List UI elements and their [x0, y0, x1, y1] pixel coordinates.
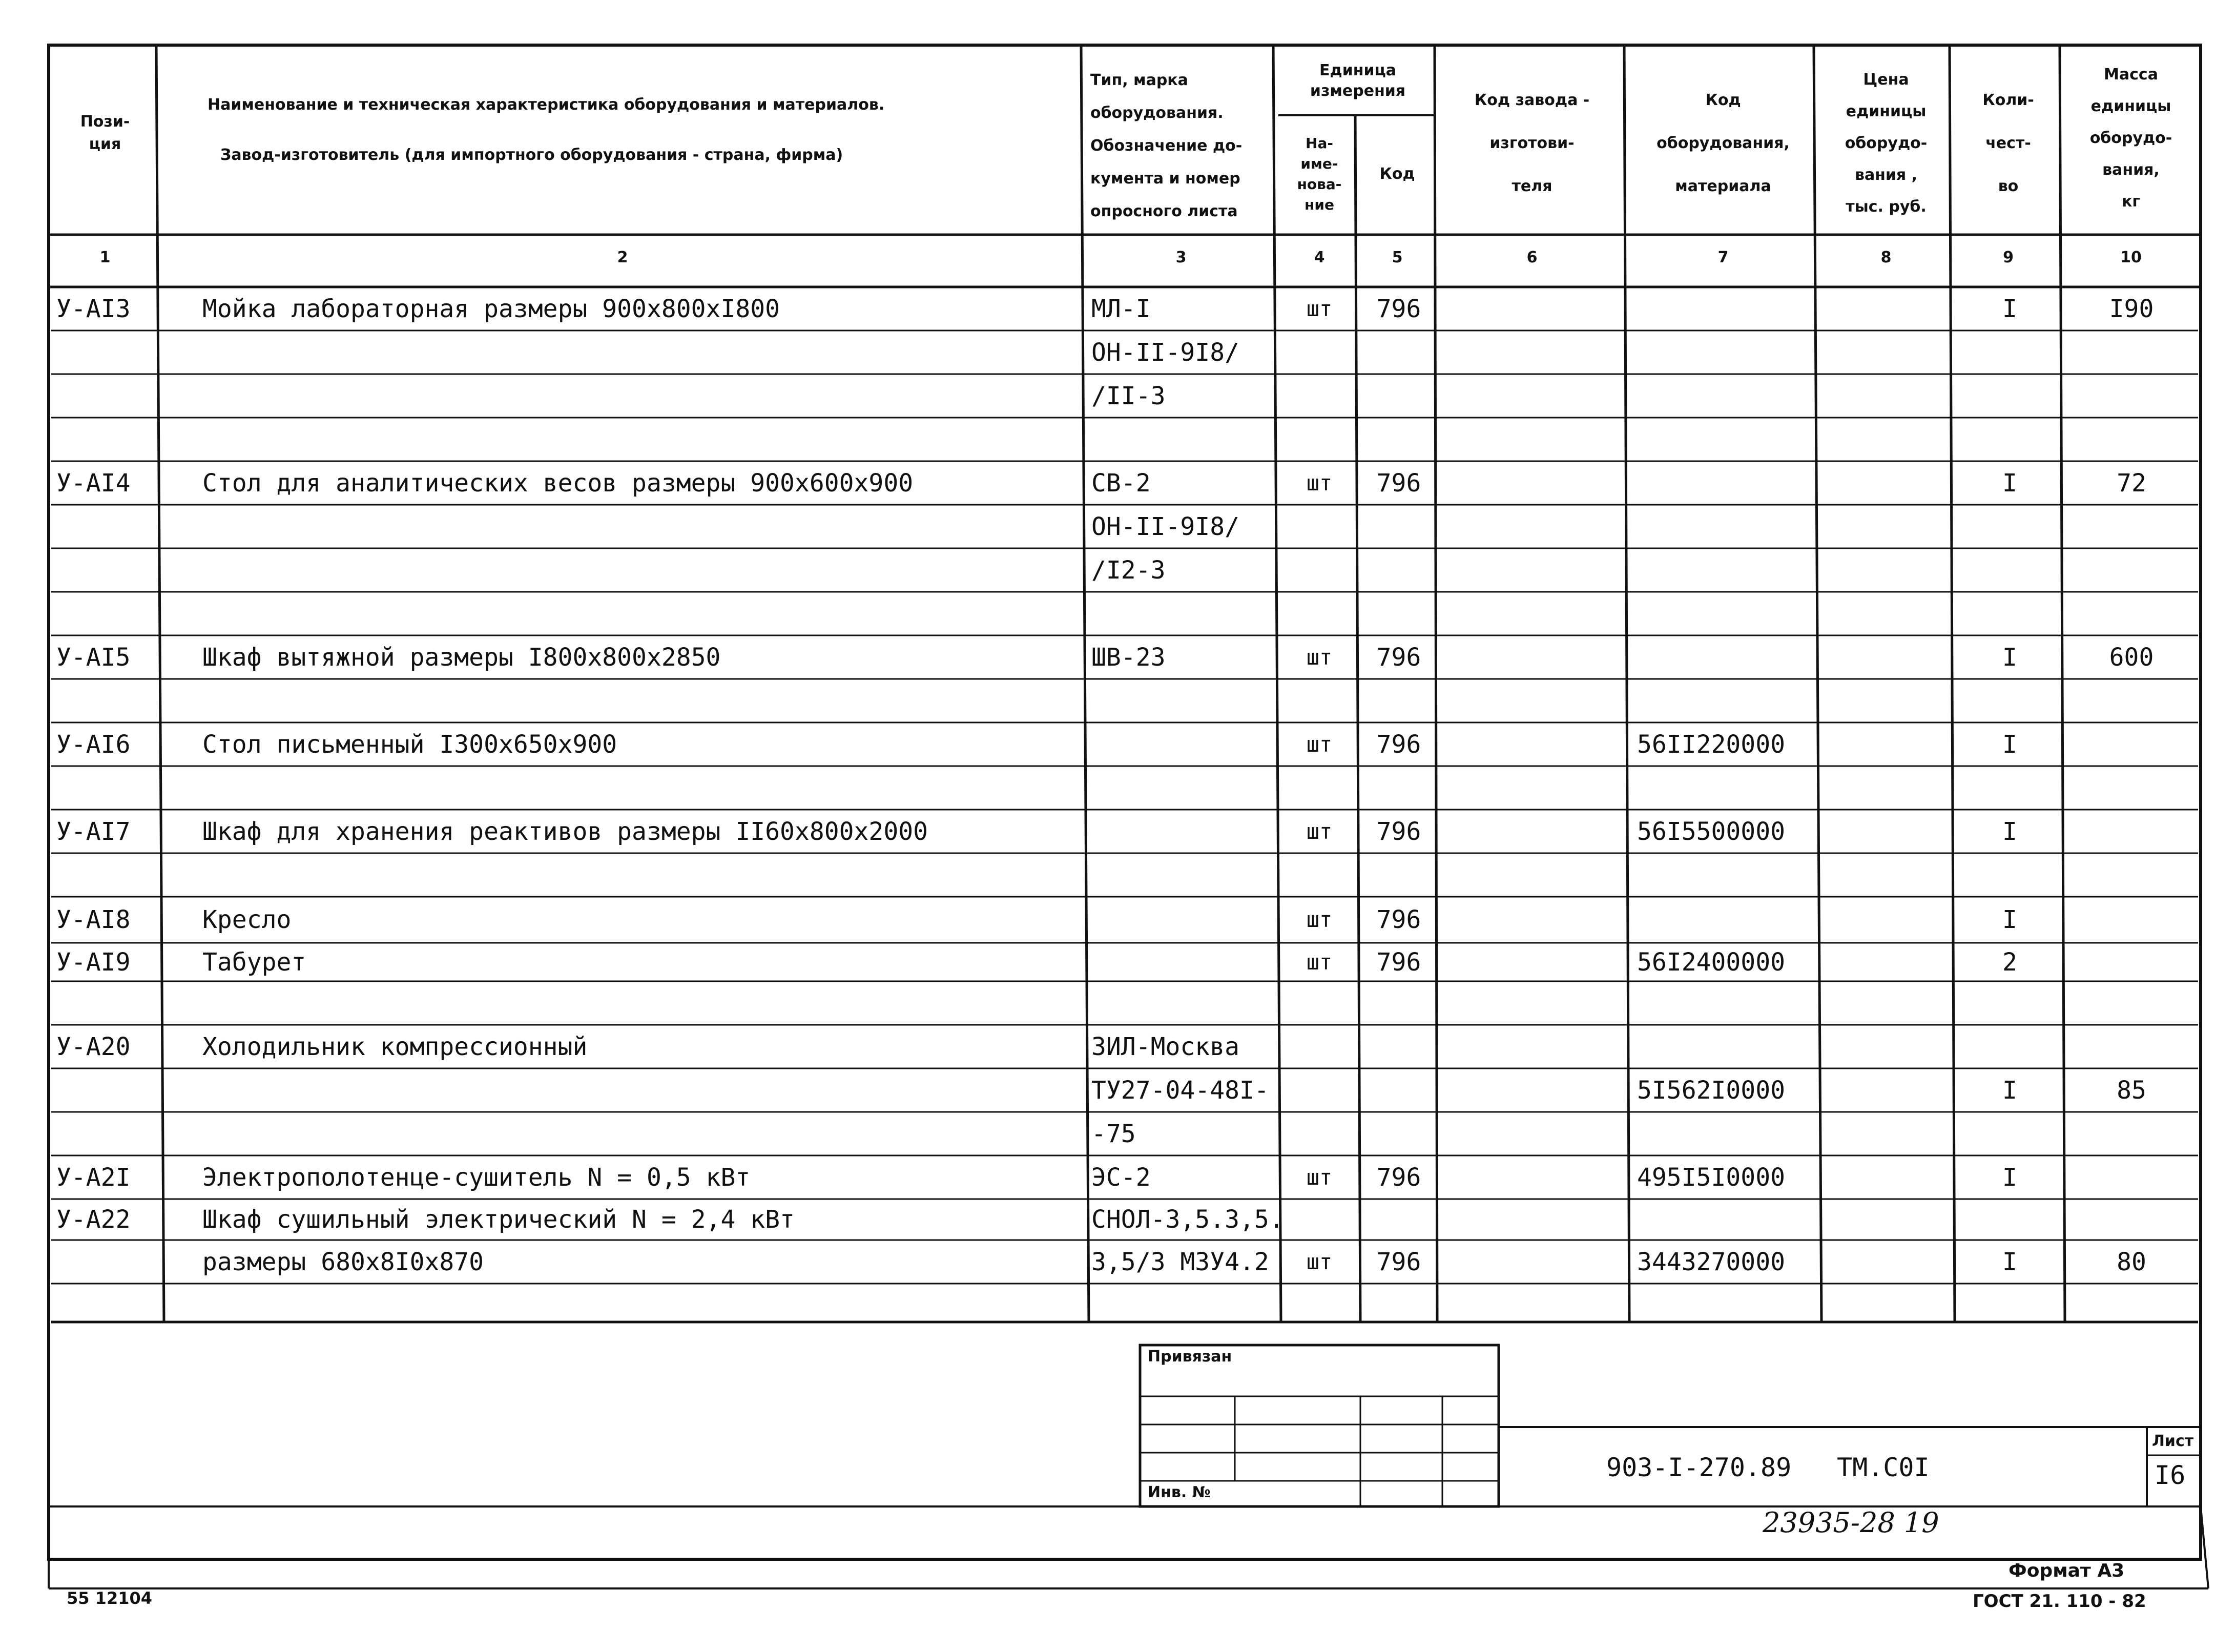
cell-unit-name: шт [1306, 818, 1333, 844]
cell-position: У-А2I [56, 1163, 131, 1192]
cell-name: размеры 680x8I0x870 [202, 1247, 484, 1276]
col-number-2: 2 [617, 249, 628, 266]
sheet-label: Лист [2152, 1432, 2194, 1450]
sheet-number: I6 [2155, 1460, 2186, 1490]
cell-unit-code: 796 [1376, 294, 1421, 323]
cell-name: Холодильник компрессионный [202, 1032, 588, 1061]
document-code: 903-I-270.89 [1606, 1453, 1792, 1482]
header-type: Тип, марка оборудования. Обозначение до- кумента и номер опросного листа [1090, 71, 1243, 220]
cell-name: Шкаф для хранения реактивов размеры II60x800x2000 [202, 817, 928, 846]
left-code: 55 12104 [67, 1588, 152, 1608]
cell-unit-name: шт [1306, 731, 1333, 757]
cell-position: У-АI9 [56, 947, 131, 977]
cell-type: ОН-II-9I8/ [1091, 338, 1239, 367]
col-number-10: 10 [2120, 249, 2142, 266]
cell-type: ОН-II-9I8/ [1091, 512, 1239, 541]
header-name-line2: Завод-изготовитель (для импортного оборудования - страна, фирма) [220, 146, 843, 164]
cell-mass: 72 [2117, 468, 2146, 498]
cell-type: СВ-2 [1091, 468, 1151, 498]
cell-type: ЭС-2 [1091, 1163, 1151, 1192]
cell-name: Мойка лабораторная размеры 900x800xI800 [202, 294, 780, 323]
header-unit-code: Код [1379, 165, 1415, 183]
cell-position: У-АI6 [56, 730, 131, 759]
cell-type: ЗИЛ-Москва [1091, 1032, 1239, 1061]
cell-unit-code: 796 [1376, 1247, 1421, 1276]
cell-name: Шкаф вытяжной размеры I800x800x2850 [202, 643, 721, 672]
cell-unit-code: 796 [1376, 817, 1421, 846]
header-price: Цена единицы оборудо- вания , тыс. руб. [1845, 71, 1928, 216]
cell-type: /I2-3 [1091, 555, 1166, 585]
cell-position: У-АI3 [56, 294, 131, 323]
inventory-handwritten-number: 23935-28 19 [1763, 1506, 1939, 1539]
cell-type: /II-3 [1091, 381, 1166, 410]
col-number-5: 5 [1392, 249, 1403, 266]
cell-mass: 600 [2109, 643, 2154, 672]
cell-quantity: I [2002, 294, 2017, 323]
cell-unit-name: шт [1306, 644, 1333, 670]
col-number-9: 9 [2003, 249, 2014, 266]
cell-name: Шкаф сушильный электрический N = 2,4 кВт [202, 1205, 795, 1234]
cell-unit-name: шт [1306, 1164, 1333, 1190]
header-unit-group: Единица измерения [1310, 61, 1406, 100]
cell-quantity: 2 [2002, 947, 2017, 977]
cell-quantity: I [2002, 468, 2017, 498]
header-position: Пози- ция [80, 113, 130, 153]
document-mark: ТМ.С0I [1837, 1453, 1930, 1482]
cell-unit-name: шт [1306, 296, 1333, 321]
cell-position: У-АI5 [56, 643, 131, 672]
cell-type: 3,5/3 МЗУ4.2 [1091, 1247, 1269, 1276]
cell-equipment-code: 56I5500000 [1637, 817, 1785, 846]
stamp-inventory-label: Инв. № [1148, 1483, 1211, 1501]
cell-name: Стол для аналитических весов размеры 900x600x900 [202, 468, 914, 498]
cell-position: У-А22 [56, 1205, 131, 1234]
cell-equipment-code: 495I5I0000 [1637, 1163, 1785, 1192]
header-unit-name: На- име- нова- ние [1297, 135, 1342, 213]
cell-position: У-АI8 [56, 905, 131, 934]
cell-quantity: I [2002, 1247, 2017, 1276]
cell-unit-code: 796 [1376, 730, 1421, 759]
cell-unit-code: 796 [1376, 643, 1421, 672]
cell-type: ШВ-23 [1091, 643, 1166, 672]
stamp-attached-label: Привязан [1148, 1348, 1232, 1366]
cell-equipment-code: 56I2400000 [1637, 947, 1785, 977]
gost-label: ГОСТ 21. 110 - 82 [1973, 1591, 2146, 1612]
cell-unit-name: шт [1306, 470, 1333, 495]
cell-mass: 80 [2117, 1247, 2146, 1276]
col-number-7: 7 [1717, 249, 1729, 266]
cell-quantity: I [2002, 1163, 2017, 1192]
cell-position: У-АI4 [56, 468, 131, 498]
cell-position: У-А20 [56, 1032, 131, 1061]
cell-unit-code: 796 [1376, 947, 1421, 977]
header-name-line1: Наименование и техническая характеристика оборудования и материалов. [208, 96, 885, 114]
cell-unit-code: 796 [1376, 1163, 1421, 1192]
cell-mass: 85 [2117, 1076, 2146, 1105]
cell-mass: I90 [2109, 294, 2154, 323]
cell-unit-name: шт [1306, 1249, 1333, 1274]
cell-quantity: I [2002, 905, 2017, 934]
cell-quantity: I [2002, 1076, 2017, 1105]
cell-quantity: I [2002, 730, 2017, 759]
header-equipment-code: Код оборудования, материала [1657, 91, 1790, 195]
header-factory-code: Код завода - изготови- теля [1474, 91, 1590, 195]
cell-quantity: I [2002, 643, 2017, 672]
col-number-8: 8 [1880, 249, 1892, 266]
format-label: Формат А3 [2009, 1560, 2125, 1581]
cell-unit-code: 796 [1376, 468, 1421, 498]
col-number-6: 6 [1526, 249, 1538, 266]
cell-position: У-АI7 [56, 817, 131, 846]
cell-quantity: I [2002, 817, 2017, 846]
cell-name: Табурет [202, 947, 306, 977]
cell-name: Кресло [202, 905, 292, 934]
cell-unit-code: 796 [1376, 905, 1421, 934]
cell-unit-name: шт [1306, 949, 1333, 975]
header-quantity: Коли- чест- во [1982, 91, 2034, 195]
col-number-4: 4 [1314, 249, 1325, 266]
cell-type: ТУ27-04-48I- [1091, 1076, 1269, 1105]
cell-name: Электрополотенце-сушитель N = 0,5 кВт [202, 1163, 751, 1192]
header-mass: Масса единицы оборудо- вания, кг [2089, 66, 2172, 211]
cell-equipment-code: 3443270000 [1637, 1247, 1785, 1276]
cell-equipment-code: 56II220000 [1637, 730, 1785, 759]
cell-equipment-code: 5I562I0000 [1637, 1076, 1785, 1105]
cell-unit-name: шт [1306, 907, 1333, 932]
cell-type: МЛ-I [1091, 294, 1151, 323]
col-number-1: 1 [99, 249, 111, 266]
cell-type: СНОЛ-3,5.3,5. [1091, 1205, 1284, 1234]
cell-type: -75 [1091, 1119, 1136, 1148]
cell-name: Стол письменный I300x650x900 [202, 730, 617, 759]
col-number-3: 3 [1175, 249, 1187, 266]
